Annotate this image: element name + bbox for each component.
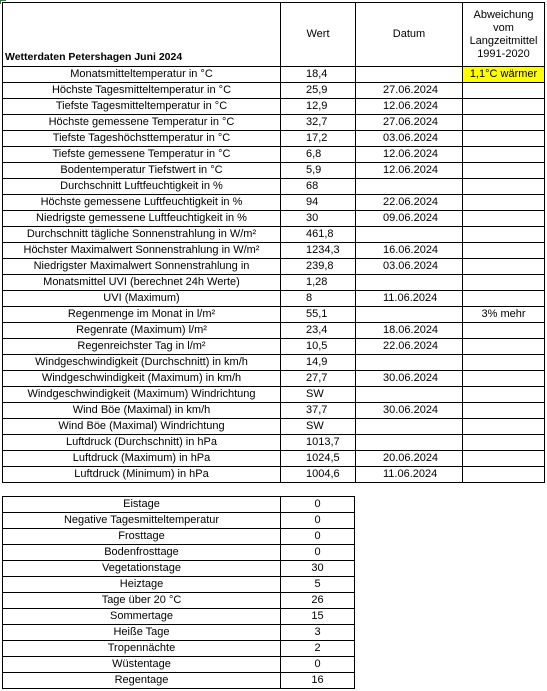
row-date-cell[interactable]: 18.06.2024 xyxy=(356,323,463,339)
row-date-cell[interactable] xyxy=(356,419,463,435)
row-value-cell[interactable]: 94 xyxy=(281,195,356,211)
row-date-cell[interactable] xyxy=(356,355,463,371)
row-date-cell[interactable]: 20.06.2024 xyxy=(356,451,463,467)
count-value-cell[interactable]: 0 xyxy=(281,497,355,513)
count-label-cell[interactable]: Heiße Tage xyxy=(3,625,281,641)
row-value-cell[interactable]: 1024,5 xyxy=(281,451,356,467)
row-date-cell[interactable]: 12.06.2024 xyxy=(356,163,463,179)
row-date-cell[interactable]: 11.06.2024 xyxy=(356,291,463,307)
row-value-cell[interactable]: 17,2 xyxy=(281,131,356,147)
table-row xyxy=(3,211,545,227)
row-value-cell[interactable]: 18,4 xyxy=(281,67,356,83)
row-label-cell[interactable]: Bodentemperatur Tiefstwert in °C xyxy=(3,163,281,179)
row-date-cell[interactable] xyxy=(356,387,463,403)
row-deviation-cell[interactable] xyxy=(463,435,545,451)
row-label-cell[interactable]: Niedrigste gemessene Luftfeuchtigkeit in % xyxy=(3,211,281,227)
row-value-cell[interactable]: SW xyxy=(281,387,356,403)
row-value-cell[interactable]: 30 xyxy=(281,211,356,227)
row-date-cell[interactable]: 22.06.2024 xyxy=(356,339,463,355)
row-label-cell[interactable]: Monatsmitteltemperatur in °C xyxy=(3,67,281,83)
row-label-cell[interactable]: Wind Böe (Maximal) in km/h xyxy=(3,403,281,419)
table-row xyxy=(3,291,545,307)
table-row xyxy=(3,529,355,545)
row-deviation-cell[interactable] xyxy=(463,195,545,211)
row-value-cell[interactable]: 10,5 xyxy=(281,339,356,355)
table-row xyxy=(3,275,545,291)
row-deviation-cell[interactable] xyxy=(463,451,545,467)
count-value-cell[interactable]: 5 xyxy=(281,577,355,593)
row-label-cell[interactable]: Monatsmittel UVI (berechnet 24h Werte) xyxy=(3,275,281,291)
row-deviation-cell[interactable]: 3% mehr xyxy=(463,307,545,323)
row-deviation-cell[interactable] xyxy=(463,291,545,307)
row-date-cell[interactable]: 27.06.2024 xyxy=(356,115,463,131)
header-deviation[interactable] xyxy=(463,3,545,67)
count-label-cell[interactable]: Eistage xyxy=(3,497,281,513)
row-label-cell[interactable]: Höchste Tagesmitteltemperatur in °C xyxy=(3,83,281,99)
row-value-cell[interactable]: 68 xyxy=(281,179,356,195)
row-date-cell[interactable]: 03.06.2024 xyxy=(356,131,463,147)
row-deviation-cell[interactable] xyxy=(463,131,545,147)
table-row xyxy=(3,243,545,259)
count-value-cell[interactable]: 2 xyxy=(281,641,355,657)
count-value-cell[interactable]: 26 xyxy=(281,593,355,609)
row-date-cell[interactable]: 30.06.2024 xyxy=(356,371,463,387)
table-row xyxy=(3,673,355,689)
row-label-cell[interactable]: Wind Böe (Maximal) Windrichtung xyxy=(3,419,281,435)
row-date-cell[interactable]: 27.06.2024 xyxy=(356,83,463,99)
row-label-cell[interactable]: Durchschnitt tägliche Sonnenstrahlung in W/m² xyxy=(3,227,281,243)
row-label-cell[interactable]: Höchster Maximalwert Sonnenstrahlung in W/m² xyxy=(3,243,281,259)
row-deviation-cell[interactable] xyxy=(463,323,545,339)
row-label-cell[interactable]: Tiefste Tagesmitteltemperatur in °C xyxy=(3,99,281,115)
row-deviation-cell[interactable] xyxy=(463,403,545,419)
count-label-cell[interactable]: Vegetationstage xyxy=(3,561,281,577)
row-value-cell[interactable]: 461,8 xyxy=(281,227,356,243)
row-date-cell[interactable] xyxy=(356,179,463,195)
table-row xyxy=(3,593,355,609)
row-value-cell[interactable]: 5,9 xyxy=(281,163,356,179)
row-value-cell[interactable]: 12,9 xyxy=(281,99,356,115)
header-deviation-line: Abweichung xyxy=(473,8,534,21)
row-label-cell[interactable]: Luftdruck (Durchschnitt) in hPa xyxy=(3,435,281,451)
row-label-cell[interactable]: Durchschnitt Luftfeuchtigkeit in % xyxy=(3,179,281,195)
table-row xyxy=(3,371,545,387)
table-row xyxy=(3,577,355,593)
table-row xyxy=(3,307,545,323)
row-deviation-cell[interactable] xyxy=(463,387,545,403)
table-row xyxy=(3,115,545,131)
count-value-cell[interactable]: 3 xyxy=(281,625,355,641)
count-label-cell[interactable]: Tage über 20 °C xyxy=(3,593,281,609)
table-row xyxy=(3,657,355,673)
row-label-cell[interactable]: Tiefste Tageshöchsttemperatur in °C xyxy=(3,131,281,147)
row-deviation-cell[interactable] xyxy=(463,275,545,291)
table-row xyxy=(3,323,545,339)
table-row xyxy=(3,497,355,513)
row-label-cell[interactable]: UVI (Maximum) xyxy=(3,291,281,307)
table-row xyxy=(3,545,355,561)
row-deviation-cell[interactable] xyxy=(463,83,545,99)
row-deviation-cell[interactable] xyxy=(463,227,545,243)
count-value-cell[interactable]: 0 xyxy=(281,513,355,529)
table-row xyxy=(3,625,355,641)
row-value-cell[interactable]: 27,7 xyxy=(281,371,356,387)
row-label-cell[interactable]: Windgeschwindigkeit (Maximum) in km/h xyxy=(3,371,281,387)
table-row xyxy=(3,609,355,625)
table-row xyxy=(3,227,545,243)
row-date-cell[interactable]: 12.06.2024 xyxy=(356,99,463,115)
row-date-cell[interactable] xyxy=(356,67,463,83)
table-row xyxy=(3,641,355,657)
row-label-cell[interactable]: Höchste gemessene Luftfeuchtigkeit in % xyxy=(3,195,281,211)
row-deviation-cell[interactable] xyxy=(463,243,545,259)
header-deviation-line: vom xyxy=(493,21,514,34)
table-row xyxy=(3,83,545,99)
row-deviation-cell[interactable] xyxy=(463,147,545,163)
count-value-cell[interactable]: 0 xyxy=(281,529,355,545)
count-label-cell[interactable]: Regentage xyxy=(3,673,281,689)
header-deviation-line: Langzeitmittel xyxy=(469,34,538,47)
table-row xyxy=(3,355,545,371)
count-label-cell[interactable]: Negative Tagesmitteltemperatur xyxy=(3,513,281,529)
row-date-cell[interactable] xyxy=(356,307,463,323)
row-deviation-cell[interactable] xyxy=(463,339,545,355)
row-deviation-cell[interactable] xyxy=(463,419,545,435)
table-row xyxy=(3,67,545,83)
count-value-cell[interactable]: 30 xyxy=(281,561,355,577)
count-label-cell[interactable]: Frosttage xyxy=(3,529,281,545)
row-date-cell[interactable]: 09.06.2024 xyxy=(356,211,463,227)
row-deviation-cell[interactable] xyxy=(463,355,545,371)
row-label-cell[interactable]: Regenreichster Tag in l/m² xyxy=(3,339,281,355)
table-row xyxy=(3,163,545,179)
header-deviation-line: 1991-2020 xyxy=(477,47,530,60)
row-date-cell[interactable]: 30.06.2024 xyxy=(356,403,463,419)
row-value-cell[interactable]: 239,8 xyxy=(281,259,356,275)
row-value-cell[interactable]: 32,7 xyxy=(281,115,356,131)
row-deviation-cell[interactable] xyxy=(463,179,545,195)
row-date-cell[interactable] xyxy=(356,275,463,291)
table-row xyxy=(3,403,545,419)
table-row xyxy=(3,131,545,147)
row-label-cell[interactable]: Höchste gemessene Temperatur in °C xyxy=(3,115,281,131)
row-label-cell[interactable]: Niedrigster Maximalwert Sonnenstrahlung in xyxy=(3,259,281,275)
header-date[interactable]: Datum xyxy=(356,3,463,67)
table-row xyxy=(3,419,545,435)
row-deviation-cell[interactable] xyxy=(463,211,545,227)
table-row xyxy=(3,387,545,403)
table-row xyxy=(3,99,545,115)
table-row xyxy=(3,195,545,211)
row-value-cell[interactable]: 1004,6 xyxy=(281,467,356,483)
row-deviation-cell[interactable] xyxy=(463,99,545,115)
table-row xyxy=(3,259,545,275)
sheet-title[interactable]: Wetterdaten Petershagen Juni 2024 xyxy=(3,3,281,67)
count-value-cell[interactable]: 0 xyxy=(281,545,355,561)
row-value-cell[interactable]: 1,28 xyxy=(281,275,356,291)
row-deviation-cell[interactable] xyxy=(463,115,545,131)
table-row xyxy=(3,561,355,577)
table-row xyxy=(3,451,545,467)
count-value-cell[interactable]: 16 xyxy=(281,673,355,689)
table-row xyxy=(3,513,355,529)
row-label-cell[interactable]: Tiefste gemessene Temperatur in °C xyxy=(3,147,281,163)
header-value[interactable]: Wert xyxy=(281,3,356,67)
row-value-cell[interactable]: 1013,7 xyxy=(281,435,356,451)
table-row xyxy=(3,467,545,483)
row-label-cell[interactable]: Regenmenge im Monat in l/m² xyxy=(3,307,281,323)
count-label-cell[interactable]: Tropennächte xyxy=(3,641,281,657)
table-row xyxy=(3,179,545,195)
table-row xyxy=(3,339,545,355)
count-value-cell[interactable]: 0 xyxy=(281,657,355,673)
table-row xyxy=(3,147,545,163)
row-date-cell[interactable]: 12.06.2024 xyxy=(356,147,463,163)
row-deviation-cell[interactable] xyxy=(463,467,545,483)
row-label-cell[interactable]: Windgeschwindigkeit (Durchschnitt) in km/h xyxy=(3,355,281,371)
row-value-cell[interactable]: SW xyxy=(281,419,356,435)
row-date-cell[interactable]: 16.06.2024 xyxy=(356,243,463,259)
row-label-cell[interactable]: Regenrate (Maximum) l/m² xyxy=(3,323,281,339)
row-value-cell[interactable]: 6,8 xyxy=(281,147,356,163)
row-value-cell[interactable]: 23,4 xyxy=(281,323,356,339)
row-deviation-cell[interactable] xyxy=(463,259,545,275)
table-row xyxy=(3,435,545,451)
row-date-cell[interactable] xyxy=(356,435,463,451)
row-deviation-cell[interactable] xyxy=(463,371,545,387)
row-date-cell[interactable]: 11.06.2024 xyxy=(356,467,463,483)
row-deviation-cell[interactable]: 1,1°C wärmer xyxy=(463,67,545,83)
weather-data-table xyxy=(2,2,545,483)
row-value-cell[interactable]: 55,1 xyxy=(281,307,356,323)
row-deviation-cell[interactable] xyxy=(463,163,545,179)
row-date-cell[interactable]: 03.06.2024 xyxy=(356,259,463,275)
count-label-cell[interactable]: Heiztage xyxy=(3,577,281,593)
count-label-cell[interactable]: Wüstentage xyxy=(3,657,281,673)
row-value-cell[interactable]: 8 xyxy=(281,291,356,307)
row-date-cell[interactable]: 22.06.2024 xyxy=(356,195,463,211)
day-counts-table xyxy=(2,496,355,689)
row-value-cell[interactable]: 25,9 xyxy=(281,83,356,99)
row-label-cell[interactable]: Windgeschwindigkeit (Maximum) Windrichtung xyxy=(3,387,281,403)
count-label-cell[interactable]: Bodenfrosttage xyxy=(3,545,281,561)
count-label-cell[interactable]: Sommertage xyxy=(3,609,281,625)
row-value-cell[interactable]: 37,7 xyxy=(281,403,356,419)
row-date-cell[interactable] xyxy=(356,227,463,243)
row-label-cell[interactable]: Luftdruck (Minimum) in hPa xyxy=(3,467,281,483)
row-label-cell[interactable]: Luftdruck (Maximum) in hPa xyxy=(3,451,281,467)
count-value-cell[interactable]: 15 xyxy=(281,609,355,625)
row-value-cell[interactable]: 14,9 xyxy=(281,355,356,371)
row-value-cell[interactable]: 1234,3 xyxy=(281,243,356,259)
header-row xyxy=(3,3,545,67)
